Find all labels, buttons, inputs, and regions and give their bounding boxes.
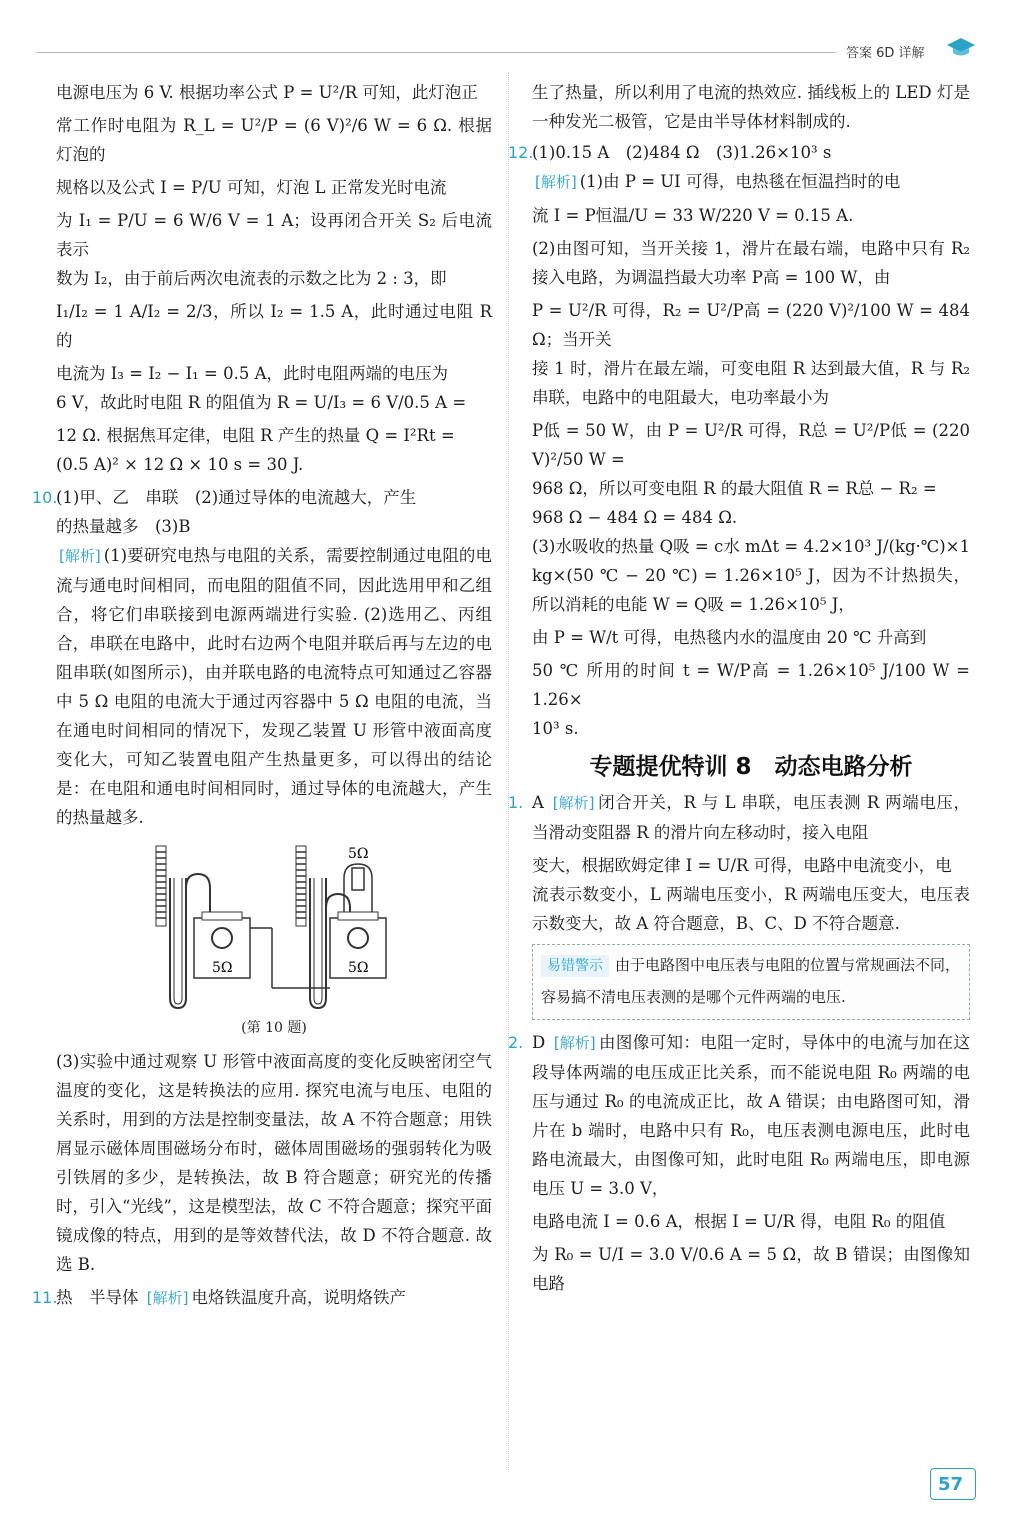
warning-text: 由于电路图中电压表与电阻的位置与常规画法不同，容易搞不清电压表测的是哪个元件两端的电压. [541, 956, 961, 1006]
text-line: 为 R₀ = U/I = 3.0 V/0.6 A = 5 Ω，故 B 错误；由图像知电路 [532, 1245, 970, 1293]
text-line: 968 Ω，所以可变电阻 R 的最大阻值 R = R总 − R₂ = [532, 479, 937, 498]
right-column [508, 78, 971, 1298]
text-line: 12 Ω. 根据焦耳定律，电阻 R 产生的热量 Q = I²Rt = [56, 426, 455, 445]
question-number: 1. [508, 793, 524, 812]
explanation-text: 生了热量，所以利用了电流的热效应. 插线板上的 LED 灯是一种发光二极管，它是由半导体材料制成的. [532, 83, 970, 131]
text-line: 968 Ω − 484 Ω = 484 Ω. [532, 508, 738, 527]
question-number: 12. [508, 143, 534, 162]
text-line: (0.5 A)² × 12 Ω × 10 s = 30 J. [56, 455, 304, 474]
left-column [32, 78, 492, 1313]
text-line: P低 = 50 W，由 P = U²/R 可得，R总 = U²/P低 = (220 V)²/50 W = [532, 421, 970, 469]
answer-text: A [532, 793, 544, 812]
u-tube-circuit-diagram [116, 838, 476, 1018]
resistor-label-right: 5Ω [348, 960, 369, 976]
answer-text: 的热量越多 (3)B [56, 517, 191, 536]
text-line: 6 V，故此时电阻 R 的阻值为 R = U/I₃ = 6 V/0.5 A = [56, 393, 467, 412]
header-rule [36, 52, 836, 53]
text-line: P = U²/R 可得，R₂ = U²/P高 = (220 V)²/100 W = 484 Ω；当开关 [532, 301, 970, 349]
resistor-label-top: 5Ω [348, 846, 369, 862]
page-number: 57 [938, 1474, 964, 1495]
column-divider [508, 72, 509, 1472]
explanation [56, 541, 492, 832]
explanation-text: 闭合开关，R 与 L 串联，电压表测 R 两端电压，当滑动变阻器 R 的滑片向左移动时，接入电阻 [532, 793, 971, 842]
section-title: 专题提优特训 8 动态电路分析 [589, 754, 913, 780]
error-warning-box [532, 944, 970, 1020]
warning-tag: 易错警示 [541, 955, 609, 977]
question-s2 [508, 1028, 971, 1203]
text-line: 流 I = P恒温/U = 33 W/220 V = 0.15 A. [532, 206, 854, 225]
jiexi-tag: [ 解析 ] [532, 168, 580, 197]
text-line: 规格以及公式 I = P/U 可知，灯泡 L 正常发光时电流 [56, 178, 447, 197]
question-s1 [508, 788, 971, 847]
text-line: 电源电压为 6 V. 根据功率公式 P = U²/R 可知，此灯泡正 [56, 83, 478, 102]
text-line: 电路电流 I = 0.6 A，根据 I = U/R 得，电阻 R₀ 的阻值 [532, 1212, 946, 1231]
resistor-label-left: 5Ω [212, 960, 233, 976]
text-line: I₁/I₂ = 1 A/I₂ = 2/3，所以 I₂ = 1.5 A，此时通过电阻 R 的 [56, 302, 492, 350]
answer-text: (1)甲、乙 串联 (2)通过导体的电流越大，产生 [56, 488, 417, 507]
text-line: 电流为 I₃ = I₂ − I₁ = 0.5 A，此时电阻两端的电压为 [56, 364, 448, 383]
question-number: 2. [508, 1033, 524, 1052]
jiexi-tag: [ 解析 ] [550, 789, 598, 818]
question-number: 11. [32, 1288, 58, 1307]
text-line: 由 P = W/t 可得，电热毯内水的温度由 20 ℃ 升高到 [532, 628, 927, 647]
text-line: 接 1 时，滑片在最左端，可变电阻 R 达到最大值，R 与 R₂ 串联，电路中的电阻最大，电功率最小为 [532, 359, 970, 407]
text-line: 流表示数变小，L 两端电压变小，R 两端电压变大，电压表示数变大，故 A 符合题意，B、C、D 不符合题意. [532, 885, 970, 933]
graduation-cap-icon [946, 36, 976, 58]
question-10 [32, 483, 492, 512]
jiexi-tag: [ 解析 ] [56, 542, 104, 571]
answer-text: (1)0.15 A (2)484 Ω (3)1.26×10³ s [532, 143, 832, 162]
text-line: 10³ s. [532, 719, 579, 738]
text-line: 为 I₁ = P/U = 6 W/6 V = 1 A；设再闭合开关 S₂ 后电流表示 [56, 211, 492, 259]
text-line: (3)水吸收的热量 Q吸 = c水 mΔt = 4.2×10³ J/(kg·℃)×1 kg×(50 ℃ − 20 ℃) = 1.26×10⁵ J，因为不计热损失，所以消耗的电能 W = Q吸 = 1.26×10⁵ J， [532, 537, 971, 614]
explanation [532, 167, 970, 197]
explanation-text: 电烙铁温度升高，说明烙铁产 [191, 1288, 406, 1307]
explanation-text: 由图像可知：电阻一定时，导体中的电流与加在这段导体两端的电压成正比关系，而不能说电阻 R₀ 两端的电压与通过 R₀ 的电流成正比，故 A 错误；由电路图可知，滑片在 b 端时，电路中只有 R₀，电压表测电源电压，此时电路电流最大，由图像可知，此时电阻 R₀ 两端电压，即电源电压 U = 3.0 V， [532, 1033, 971, 1198]
text-line: 常工作时电阻为 R_L = U²/P = (6 V)²/6 W = 6 Ω. 根据灯泡的 [56, 116, 492, 164]
jiexi-tag: [ 解析 ] [551, 1029, 599, 1058]
explanation-text: (1)由 P = UI 可得，电热毯在恒温挡时的电 [579, 172, 901, 191]
text-line: 数为 I₂，由于前后两次电流表的示数之比为 2 : 3，即 [56, 269, 447, 288]
header-brand: 答案 6D 详解 [846, 46, 925, 61]
question-12 [508, 138, 970, 167]
answer-text: 热 半导体 [56, 1288, 139, 1307]
text-line: (2)由图可知，当开关接 1，滑片在最右端，电路中只有 R₂ 接入电路，为调温挡最大功率 P高 = 100 W，由 [532, 239, 970, 287]
explanation-text: (1)要研究电热与电阻的关系，需要控制通过电阻的电流与通电时间相同，而电阻的阻值不同，因此选用甲和乙组合，将它们串联接到电源两端进行实验. (2)选用乙、丙组合，串联在电路中，此时右边两个电阻并联后再与左边的电阻串联(如图所示)，由并联电路的电流特点可知通过乙容器中 5 Ω 电阻的电流大于通过丙容器中 5 Ω 电阻的电流，当在通电时间相同的情况下，发现乙装置 U 形管中液面高度变化大，可知乙装置电阻产生热量更多，可以得出的结论是：在电阻和通电时间相同时，通过导体的电流越大，产生的热量越多. [56, 546, 492, 827]
figure-q10 [116, 838, 476, 1018]
explanation-text: (3)实验中通过观察 U 形管中液面高度的变化反映密闭空气温度的变化，这是转换法的应用. 探究电流与电压、电阻的关系时，用到的方法是控制变量法，故 A 不符合题意；用铁屑显示磁体周围磁场分布时，磁体周围磁场的强弱转化为吸引铁屑的多少，是转换法，故 B 符合题意；研究光的传播时，引入“光线”，这是模型法，故 C 不符合题意；探究平面镜成像的特点，用到的是等效替代法，故 D 不符合题意. 故选 B. [56, 1052, 492, 1274]
text-line: 50 ℃ 所用的时间 t = W/P高 = 1.26×10⁵ J/100 W = 1.26× [532, 661, 970, 709]
question-11 [32, 1283, 492, 1313]
text-line: 变大，根据欧姆定律 I = U/R 可得，电路中电流变小，电 [532, 856, 952, 875]
answer-text: D [532, 1033, 546, 1052]
question-number: 10. [32, 488, 58, 507]
figure-caption: (第 10 题) [241, 1020, 307, 1036]
jiexi-tag: [ 解析 ] [144, 1284, 192, 1313]
